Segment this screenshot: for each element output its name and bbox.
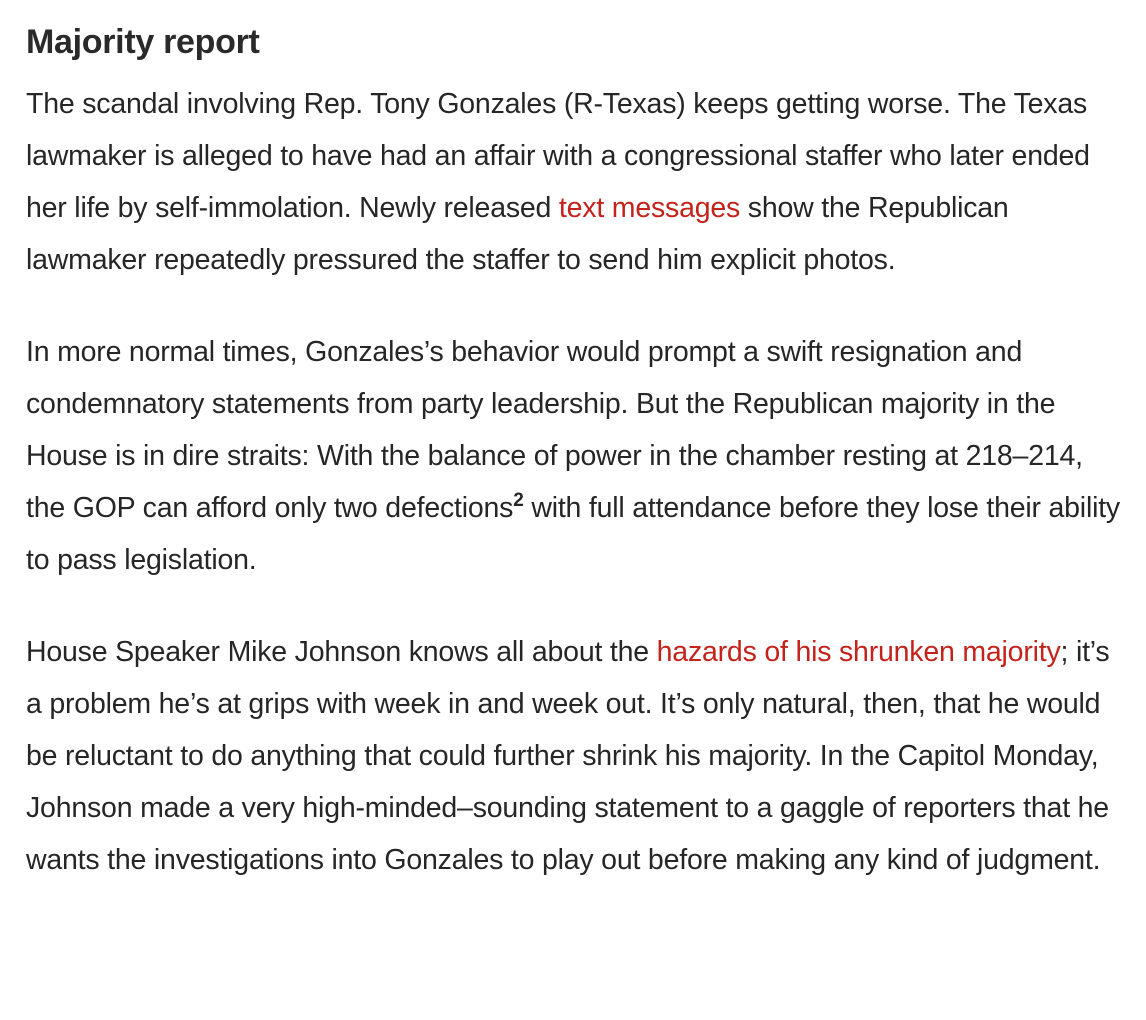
article-section [26,18,1126,886]
paragraph-2-text-a: In more normal times, Gonzales’s behavior would prompt a swift resignation and condemnatory statements from party leadership. But the Republican majority in the House is in dire straits: With the balance of power in the chamber resting at 218–214, the GOP can afford only two defections [26,336,1083,524]
paragraph-1-text-b: show the Republican lawmaker repeatedly pressured the staffer to send him explicit photos. [26,192,1009,276]
paragraph-1-text-a: The scandal involving Rep. Tony Gonzales (R-Texas) keeps getting worse. The Texas lawmaker is alleged to have had an affair with a congressional staffer who later ended her life by self-immolation. Newly released [26,88,1090,224]
text-messages-link[interactable]: text messages [558,192,741,224]
section-heading: Majority report [26,23,260,61]
paragraph-1 [26,78,1126,286]
paragraph-2-text-b: with full attendance before they lose their ability to pass legislation. [26,492,1120,576]
paragraph-3-text-a: House Speaker Mike Johnson knows all about the [26,636,657,668]
paragraph-3-text-b: ; it’s a problem he’s at grips with week in and week out. It’s only natural, then, that he would be reluctant to do anything that could further shrink his majority. In the Capitol Monday, Johnson made a very high-minded–sounding statement to a gaggle of reporters that he wants the investigations into Gonzales to play out before making any kind of judgment. [26,636,1110,876]
paragraph-2 [26,326,1126,586]
shrunken-majority-link[interactable]: hazards of his shrunken majority [656,636,1061,668]
paragraph-3 [26,626,1126,886]
footnote-marker[interactable]: 2 [513,490,524,511]
